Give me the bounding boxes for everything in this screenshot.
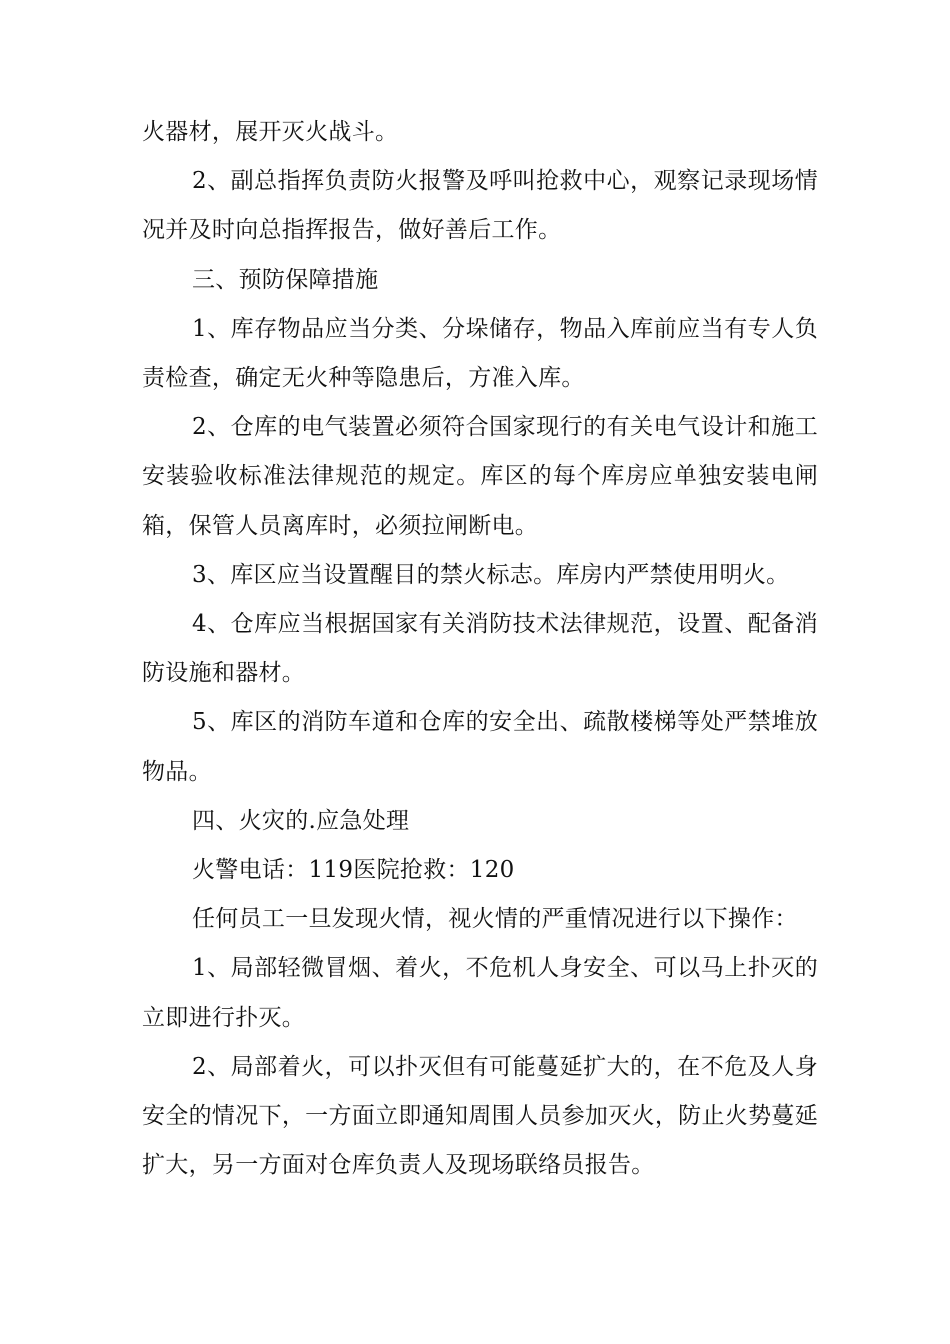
section-heading-emergency: 四、火灾的.应急处理 [192, 807, 410, 834]
paragraph-continuation: 火器材，展开灭火战斗。 [142, 119, 399, 145]
paragraph-fire-equipment-rule: 4、仓库应当根据国家有关消防技术法律规范，设置、配备消防设施和器材。 [142, 611, 818, 687]
paragraph-emergency-phones: 火警电话：119医院抢救：120 [192, 857, 515, 884]
paragraph-exit-rule: 5、库区的消防车道和仓库的安全出、疏散楼梯等处严禁堆放物品。 [142, 709, 818, 785]
paragraph-electrical-rule: 2、仓库的电气装置必须符合国家现行的有关电气设计和施工安装验收标准法律规范的规定。库区的每个库房应单独安装电闸箱，保管人员离库时，必须拉闸断电。 [142, 414, 818, 539]
paragraph-local-fire: 2、局部着火，可以扑灭但有可能蔓延扩大的，在不危及人身安全的情况下，一方面立即通知周围人员参加灭火，防止火势蔓延扩大，另一方面对仓库负责人及现场联络员报告。 [142, 1053, 818, 1179]
section-heading-prevention: 三、预防保障措施 [192, 266, 379, 293]
paragraph-emergency-intro: 任何员工一旦发现火情，视火情的严重情况进行以下操作： [192, 906, 798, 933]
document-body [142, 108, 818, 1190]
paragraph-fire-sign-rule: 3、库区应当设置醒目的禁火标志。库房内严禁使用明火。 [192, 561, 790, 588]
paragraph-storage-rule: 1、库存物品应当分类、分垛储存，物品入库前应当有专人负责检查，确定无火种等隐患后，方准入库。 [142, 315, 818, 392]
paragraph-deputy-commander-duty: 2、副总指挥负责防火报警及呼叫抢救中心，观察记录现场情况并及时向总指挥报告，做好善后工作。 [142, 168, 818, 244]
paragraph-minor-fire: 1、局部轻微冒烟、着火，不危机人身安全、可以马上扑灭的立即进行扑灭。 [142, 955, 818, 1031]
